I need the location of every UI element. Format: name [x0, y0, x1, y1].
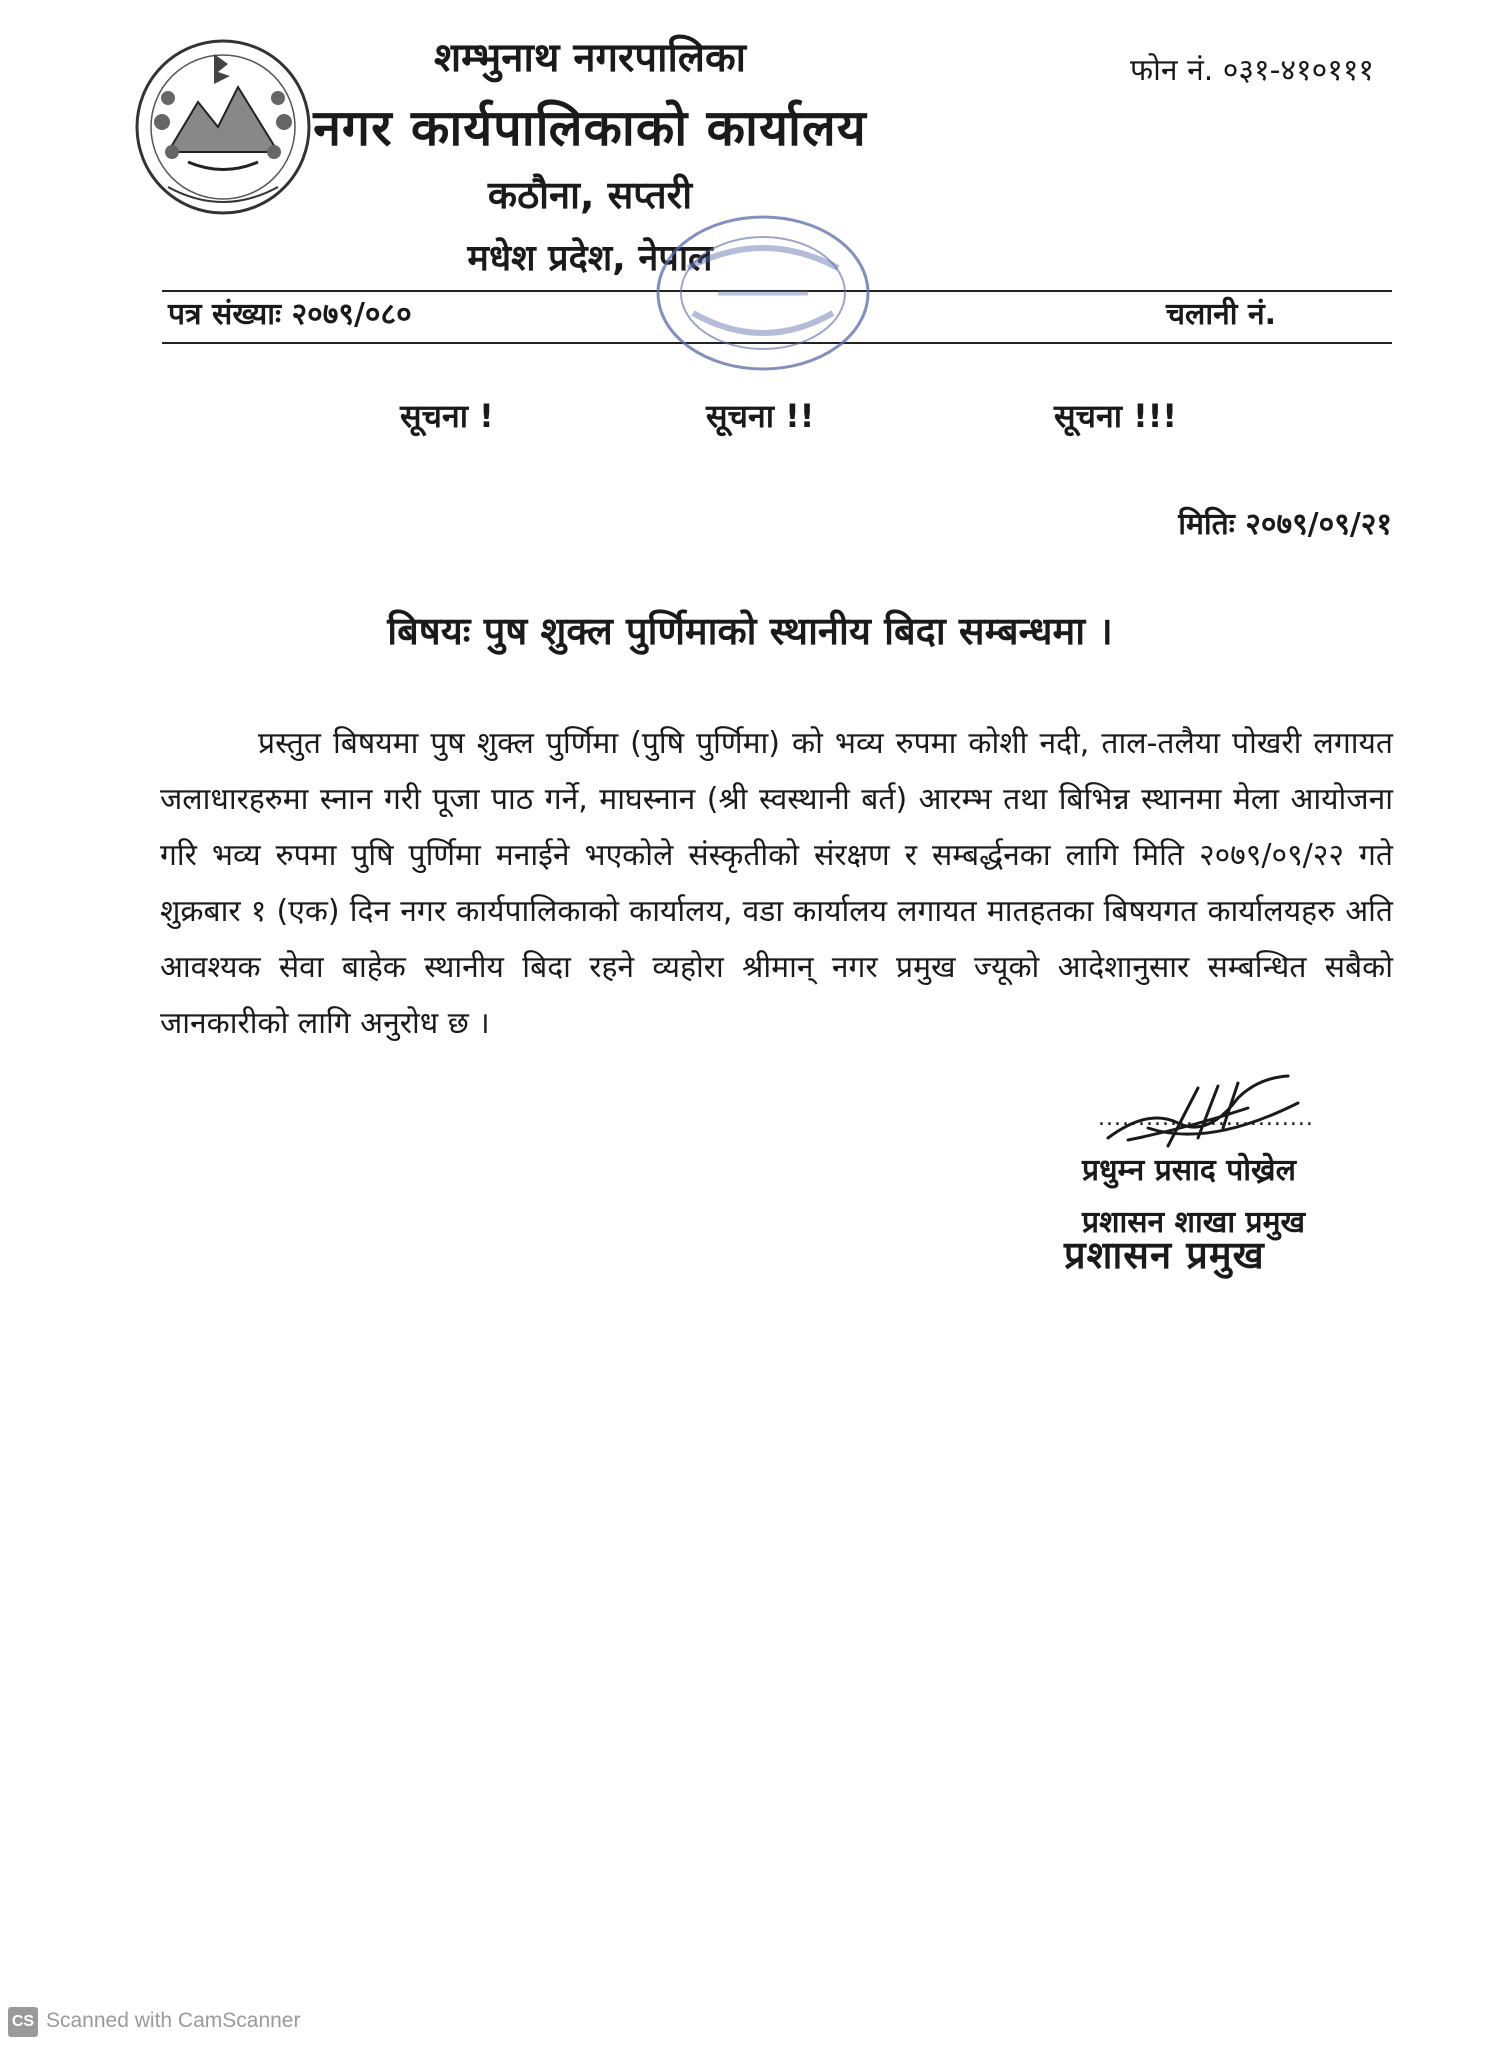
letter-subject: बिषयः पुष शुक्ल पुर्णिमाको स्थानीय बिदा सम्बन्धमा ।	[387, 609, 1113, 653]
camscanner-logo-icon: CS	[8, 2007, 38, 2037]
office-round-stamp-icon	[648, 208, 878, 378]
notice-label-3: सूचना !!!	[1054, 397, 1177, 435]
letter-date: मितिः २०७९/०९/२१	[1178, 507, 1392, 542]
notice-label-1: सूचना !	[400, 397, 494, 435]
scanner-watermark: Scanned with CamScanner	[46, 2009, 301, 2032]
letter-number: पत्र संख्याः २०७९/०८०	[168, 297, 412, 332]
signature-line: ...........................	[1098, 1106, 1314, 1131]
letter-body: प्रस्तुत बिषयमा पुष शुक्ल पुर्णिमा (पुषि पुर्णिमा) को भव्य रुपमा कोशी नदी, ताल-तलैया पोखरी लगायत जलाधारहरुमा स्नान गरी पूजा पाठ गर्ने, माघस्नान (श्री स्वस्थानी बर्त) आरम्भ तथा बिभिन्न स्थानमा मेला आयोजना गरि भव्य रुपमा पुषि पुर्णिमा मनाईने भएकोले संस्कृतीको संरक्षण र सम्बर्द्धनका लागि मिति २०७९/०९/२२ गते शुक्रबार १ (एक) दिन नगर कार्यपालिकाको कार्यालय, वडा कार्यालय लगायत मातहतका बिषयगत कार्यालयहरु अति आवश्यक सेवा बाहेक स्थानीय बिदा रहने व्यहोरा श्रीमान् नगर प्रमुख ज्यूको आदेशानुसार सम्बन्धित सबैको जानकारीको लागि अनुरोध छ ।	[160, 726, 1393, 1041]
signatory-stamp-title: प्रशासन प्रमुख	[1064, 1233, 1265, 1277]
notice-label-2: सूचना !!	[706, 397, 815, 435]
office-address: कठौना, सप्तरी	[487, 173, 693, 217]
signatory-title: प्रशासन शाखा प्रमुख	[1082, 1205, 1306, 1240]
office-name: नगर कार्यपालिकाको कार्यालय	[313, 99, 867, 157]
municipality-name: शम्भुनाथ नगरपालिका	[433, 35, 747, 81]
phone-number: फोन नं. ०३१-४१०१११	[1130, 53, 1375, 88]
office-province: मधेश प्रदेश, नेपाल	[467, 238, 713, 279]
signatory-name: प्रधुम्न प्रसाद पोख्रेल	[1082, 1153, 1296, 1188]
dispatch-number: चलानी नं.	[1166, 297, 1277, 332]
